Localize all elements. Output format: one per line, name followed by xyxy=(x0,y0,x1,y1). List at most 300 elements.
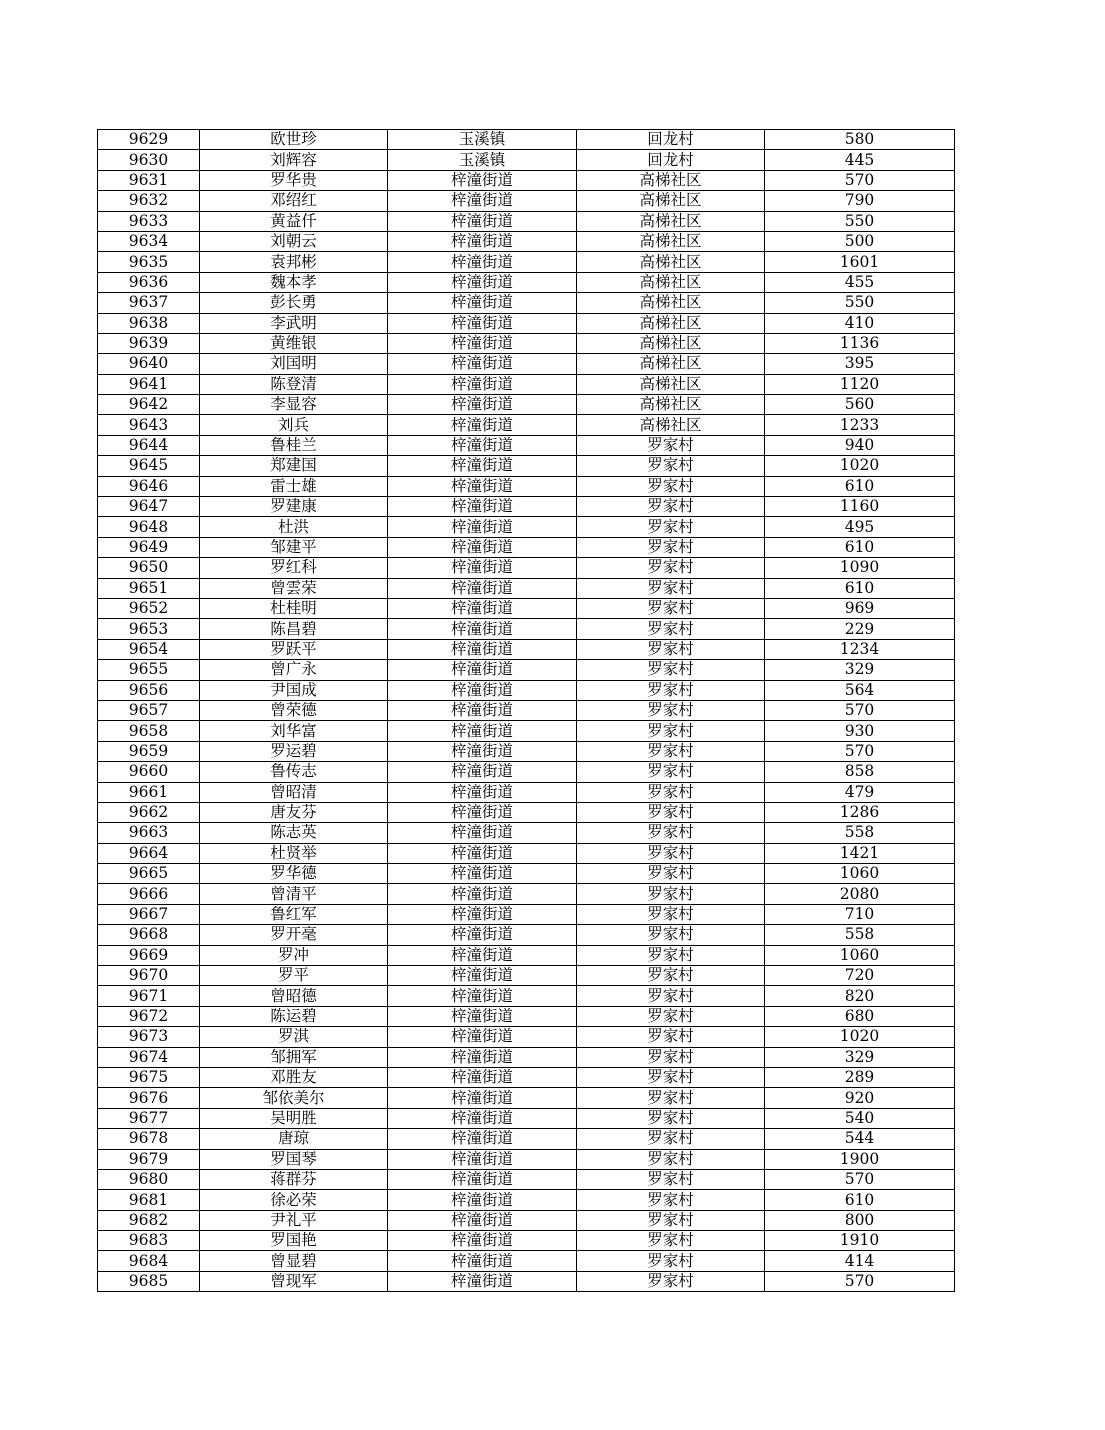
amount-cell: 1020 xyxy=(765,1027,955,1047)
amount-cell: 1060 xyxy=(765,945,955,965)
village-cell: 罗家村 xyxy=(577,619,765,639)
amount-cell: 1160 xyxy=(765,497,955,517)
village-cell: 高梯社区 xyxy=(577,272,765,292)
table-row xyxy=(98,843,955,863)
town-cell: 梓潼街道 xyxy=(388,762,577,782)
town-cell: 梓潼街道 xyxy=(388,497,577,517)
amount-cell: 1120 xyxy=(765,374,955,394)
name-cell: 刘国明 xyxy=(200,354,388,374)
amount-cell: 1020 xyxy=(765,456,955,476)
table-row xyxy=(98,1231,955,1251)
table-row xyxy=(98,558,955,578)
name-cell: 邹依美尔 xyxy=(200,1088,388,1108)
table-row xyxy=(98,578,955,598)
amount-cell: 558 xyxy=(765,823,955,843)
village-cell: 罗家村 xyxy=(577,782,765,802)
table-row xyxy=(98,966,955,986)
name-cell: 唐琼 xyxy=(200,1129,388,1149)
table-row xyxy=(98,680,955,700)
table-row xyxy=(98,802,955,822)
village-cell: 罗家村 xyxy=(577,1149,765,1169)
amount-cell: 445 xyxy=(765,150,955,170)
table-row xyxy=(98,476,955,496)
town-cell: 梓潼街道 xyxy=(388,986,577,1006)
town-cell: 梓潼街道 xyxy=(388,558,577,578)
name-cell: 欧世珍 xyxy=(200,130,388,150)
amount-cell: 610 xyxy=(765,578,955,598)
table-row xyxy=(98,660,955,680)
row-number-cell: 9667 xyxy=(98,904,200,924)
amount-cell: 610 xyxy=(765,476,955,496)
town-cell: 玉溪镇 xyxy=(388,130,577,150)
village-cell: 罗家村 xyxy=(577,456,765,476)
name-cell: 陈志英 xyxy=(200,823,388,843)
table-row xyxy=(98,1271,955,1291)
table-row xyxy=(98,864,955,884)
name-cell: 杜洪 xyxy=(200,517,388,537)
row-number-cell: 9630 xyxy=(98,150,200,170)
name-cell: 陈登清 xyxy=(200,374,388,394)
town-cell: 梓潼街道 xyxy=(388,1271,577,1291)
name-cell: 郑建国 xyxy=(200,456,388,476)
name-cell: 陈昌碧 xyxy=(200,619,388,639)
table-row xyxy=(98,293,955,313)
village-cell: 罗家村 xyxy=(577,843,765,863)
village-cell: 罗家村 xyxy=(577,497,765,517)
town-cell: 梓潼街道 xyxy=(388,333,577,353)
town-cell: 梓潼街道 xyxy=(388,802,577,822)
row-number-cell: 9656 xyxy=(98,680,200,700)
table-row xyxy=(98,395,955,415)
town-cell: 梓潼街道 xyxy=(388,598,577,618)
table-row xyxy=(98,374,955,394)
amount-cell: 570 xyxy=(765,1271,955,1291)
village-cell: 回龙村 xyxy=(577,130,765,150)
name-cell: 邹建平 xyxy=(200,537,388,557)
name-cell: 曾昭清 xyxy=(200,782,388,802)
name-cell: 罗国艳 xyxy=(200,1231,388,1251)
town-cell: 梓潼街道 xyxy=(388,864,577,884)
name-cell: 曾现军 xyxy=(200,1271,388,1291)
table-row xyxy=(98,1088,955,1108)
row-number-cell: 9643 xyxy=(98,415,200,435)
amount-cell: 940 xyxy=(765,435,955,455)
town-cell: 梓潼街道 xyxy=(388,904,577,924)
village-cell: 高梯社区 xyxy=(577,252,765,272)
row-number-cell: 9684 xyxy=(98,1251,200,1271)
village-cell: 罗家村 xyxy=(577,1251,765,1271)
amount-cell: 229 xyxy=(765,619,955,639)
name-cell: 罗华贵 xyxy=(200,170,388,190)
row-number-cell: 9677 xyxy=(98,1108,200,1128)
town-cell: 梓潼街道 xyxy=(388,1027,577,1047)
amount-cell: 610 xyxy=(765,537,955,557)
table-row xyxy=(98,252,955,272)
name-cell: 陈运碧 xyxy=(200,1006,388,1026)
name-cell: 刘兵 xyxy=(200,415,388,435)
table-row xyxy=(98,211,955,231)
amount-cell: 479 xyxy=(765,782,955,802)
name-cell: 罗平 xyxy=(200,966,388,986)
village-cell: 罗家村 xyxy=(577,517,765,537)
table-row xyxy=(98,823,955,843)
row-number-cell: 9666 xyxy=(98,884,200,904)
table-row xyxy=(98,700,955,720)
amount-cell: 1233 xyxy=(765,415,955,435)
name-cell: 罗冲 xyxy=(200,945,388,965)
town-cell: 梓潼街道 xyxy=(388,1047,577,1067)
table-row xyxy=(98,1169,955,1189)
village-cell: 高梯社区 xyxy=(577,313,765,333)
amount-cell: 550 xyxy=(765,293,955,313)
table-row xyxy=(98,639,955,659)
village-cell: 罗家村 xyxy=(577,945,765,965)
row-number-cell: 9637 xyxy=(98,293,200,313)
village-cell: 罗家村 xyxy=(577,700,765,720)
table-row xyxy=(98,1251,955,1271)
table-row xyxy=(98,619,955,639)
row-number-cell: 9629 xyxy=(98,130,200,150)
name-cell: 罗运碧 xyxy=(200,741,388,761)
table-row xyxy=(98,1027,955,1047)
amount-cell: 540 xyxy=(765,1108,955,1128)
amount-cell: 1136 xyxy=(765,333,955,353)
town-cell: 梓潼街道 xyxy=(388,354,577,374)
town-cell: 梓潼街道 xyxy=(388,578,577,598)
row-number-cell: 9678 xyxy=(98,1129,200,1149)
village-cell: 罗家村 xyxy=(577,802,765,822)
row-number-cell: 9631 xyxy=(98,170,200,190)
row-number-cell: 9646 xyxy=(98,476,200,496)
name-cell: 彭长勇 xyxy=(200,293,388,313)
row-number-cell: 9682 xyxy=(98,1210,200,1230)
name-cell: 罗淇 xyxy=(200,1027,388,1047)
name-cell: 刘华富 xyxy=(200,721,388,741)
row-number-cell: 9645 xyxy=(98,456,200,476)
town-cell: 梓潼街道 xyxy=(388,1088,577,1108)
village-cell: 高梯社区 xyxy=(577,191,765,211)
village-cell: 高梯社区 xyxy=(577,211,765,231)
village-cell: 罗家村 xyxy=(577,864,765,884)
village-cell: 罗家村 xyxy=(577,639,765,659)
amount-cell: 930 xyxy=(765,721,955,741)
table-row xyxy=(98,150,955,170)
table-row xyxy=(98,456,955,476)
amount-cell: 329 xyxy=(765,1047,955,1067)
amount-cell: 289 xyxy=(765,1067,955,1087)
table-row xyxy=(98,130,955,150)
town-cell: 梓潼街道 xyxy=(388,374,577,394)
row-number-cell: 9651 xyxy=(98,578,200,598)
village-cell: 罗家村 xyxy=(577,578,765,598)
village-cell: 罗家村 xyxy=(577,1027,765,1047)
table-row xyxy=(98,1129,955,1149)
row-number-cell: 9652 xyxy=(98,598,200,618)
town-cell: 梓潼街道 xyxy=(388,170,577,190)
village-cell: 罗家村 xyxy=(577,1067,765,1087)
row-number-cell: 9641 xyxy=(98,374,200,394)
amount-cell: 455 xyxy=(765,272,955,292)
amount-cell: 680 xyxy=(765,1006,955,1026)
table-row xyxy=(98,598,955,618)
town-cell: 梓潼街道 xyxy=(388,700,577,720)
name-cell: 曾荣德 xyxy=(200,700,388,720)
village-cell: 回龙村 xyxy=(577,150,765,170)
row-number-cell: 9635 xyxy=(98,252,200,272)
town-cell: 梓潼街道 xyxy=(388,1210,577,1230)
table-row xyxy=(98,191,955,211)
table-row xyxy=(98,313,955,333)
amount-cell: 858 xyxy=(765,762,955,782)
village-cell: 高梯社区 xyxy=(577,395,765,415)
table-row xyxy=(98,272,955,292)
row-number-cell: 9649 xyxy=(98,537,200,557)
village-cell: 罗家村 xyxy=(577,884,765,904)
row-number-cell: 9685 xyxy=(98,1271,200,1291)
row-number-cell: 9648 xyxy=(98,517,200,537)
table-row xyxy=(98,1210,955,1230)
table-body xyxy=(98,130,955,1292)
town-cell: 梓潼街道 xyxy=(388,680,577,700)
village-cell: 高梯社区 xyxy=(577,231,765,251)
village-cell: 罗家村 xyxy=(577,1088,765,1108)
amount-cell: 720 xyxy=(765,966,955,986)
village-cell: 罗家村 xyxy=(577,660,765,680)
village-cell: 罗家村 xyxy=(577,1108,765,1128)
town-cell: 梓潼街道 xyxy=(388,660,577,680)
name-cell: 曾广永 xyxy=(200,660,388,680)
town-cell: 梓潼街道 xyxy=(388,823,577,843)
village-cell: 罗家村 xyxy=(577,986,765,1006)
amount-cell: 1286 xyxy=(765,802,955,822)
name-cell: 罗建康 xyxy=(200,497,388,517)
amount-cell: 1421 xyxy=(765,843,955,863)
amount-cell: 1234 xyxy=(765,639,955,659)
town-cell: 梓潼街道 xyxy=(388,721,577,741)
row-number-cell: 9660 xyxy=(98,762,200,782)
village-cell: 罗家村 xyxy=(577,1231,765,1251)
row-number-cell: 9665 xyxy=(98,864,200,884)
town-cell: 梓潼街道 xyxy=(388,782,577,802)
village-cell: 罗家村 xyxy=(577,966,765,986)
name-cell: 鲁桂兰 xyxy=(200,435,388,455)
row-number-cell: 9668 xyxy=(98,925,200,945)
amount-cell: 610 xyxy=(765,1190,955,1210)
name-cell: 雷士雄 xyxy=(200,476,388,496)
table-row xyxy=(98,1190,955,1210)
row-number-cell: 9659 xyxy=(98,741,200,761)
town-cell: 梓潼街道 xyxy=(388,925,577,945)
table-row xyxy=(98,497,955,517)
name-cell: 唐友芬 xyxy=(200,802,388,822)
name-cell: 李显容 xyxy=(200,395,388,415)
row-number-cell: 9663 xyxy=(98,823,200,843)
row-number-cell: 9655 xyxy=(98,660,200,680)
name-cell: 鲁传志 xyxy=(200,762,388,782)
amount-cell: 410 xyxy=(765,313,955,333)
row-number-cell: 9638 xyxy=(98,313,200,333)
village-cell: 罗家村 xyxy=(577,823,765,843)
amount-cell: 564 xyxy=(765,680,955,700)
name-cell: 罗红科 xyxy=(200,558,388,578)
amount-cell: 414 xyxy=(765,1251,955,1271)
row-number-cell: 9657 xyxy=(98,700,200,720)
table-row xyxy=(98,1006,955,1026)
town-cell: 梓潼街道 xyxy=(388,415,577,435)
village-cell: 高梯社区 xyxy=(577,415,765,435)
town-cell: 梓潼街道 xyxy=(388,639,577,659)
table-row xyxy=(98,435,955,455)
village-cell: 罗家村 xyxy=(577,1210,765,1230)
amount-cell: 800 xyxy=(765,1210,955,1230)
amount-cell: 920 xyxy=(765,1088,955,1108)
table-row xyxy=(98,415,955,435)
name-cell: 吴明胜 xyxy=(200,1108,388,1128)
town-cell: 梓潼街道 xyxy=(388,537,577,557)
name-cell: 徐必荣 xyxy=(200,1190,388,1210)
table-row xyxy=(98,537,955,557)
amount-cell: 2080 xyxy=(765,884,955,904)
town-cell: 梓潼街道 xyxy=(388,1129,577,1149)
town-cell: 梓潼街道 xyxy=(388,966,577,986)
name-cell: 刘辉容 xyxy=(200,150,388,170)
amount-cell: 1060 xyxy=(765,864,955,884)
row-number-cell: 9673 xyxy=(98,1027,200,1047)
row-number-cell: 9662 xyxy=(98,802,200,822)
village-cell: 罗家村 xyxy=(577,741,765,761)
row-number-cell: 9653 xyxy=(98,619,200,639)
row-number-cell: 9647 xyxy=(98,497,200,517)
row-number-cell: 9650 xyxy=(98,558,200,578)
amount-cell: 1900 xyxy=(765,1149,955,1169)
amount-cell: 395 xyxy=(765,354,955,374)
table-row xyxy=(98,782,955,802)
name-cell: 蒋群芬 xyxy=(200,1169,388,1189)
name-cell: 曾昭德 xyxy=(200,986,388,1006)
town-cell: 梓潼街道 xyxy=(388,1169,577,1189)
table-row xyxy=(98,517,955,537)
town-cell: 梓潼街道 xyxy=(388,272,577,292)
name-cell: 李武明 xyxy=(200,313,388,333)
town-cell: 梓潼街道 xyxy=(388,231,577,251)
amount-cell: 558 xyxy=(765,925,955,945)
name-cell: 罗华德 xyxy=(200,864,388,884)
village-cell: 高梯社区 xyxy=(577,293,765,313)
town-cell: 梓潼街道 xyxy=(388,1006,577,1026)
amount-cell: 820 xyxy=(765,986,955,1006)
town-cell: 梓潼街道 xyxy=(388,884,577,904)
name-cell: 尹礼平 xyxy=(200,1210,388,1230)
village-cell: 罗家村 xyxy=(577,476,765,496)
name-cell: 杜贤举 xyxy=(200,843,388,863)
name-cell: 邓胜友 xyxy=(200,1067,388,1087)
town-cell: 梓潼街道 xyxy=(388,1108,577,1128)
village-cell: 罗家村 xyxy=(577,762,765,782)
village-cell: 罗家村 xyxy=(577,537,765,557)
row-number-cell: 9674 xyxy=(98,1047,200,1067)
name-cell: 杜桂明 xyxy=(200,598,388,618)
amount-cell: 710 xyxy=(765,904,955,924)
table-row xyxy=(98,1149,955,1169)
name-cell: 魏本孝 xyxy=(200,272,388,292)
name-cell: 罗开毫 xyxy=(200,925,388,945)
row-number-cell: 9634 xyxy=(98,231,200,251)
name-cell: 黄维银 xyxy=(200,333,388,353)
town-cell: 梓潼街道 xyxy=(388,741,577,761)
village-cell: 罗家村 xyxy=(577,558,765,578)
table-row xyxy=(98,333,955,353)
row-number-cell: 9633 xyxy=(98,211,200,231)
table-row xyxy=(98,721,955,741)
amount-cell: 329 xyxy=(765,660,955,680)
village-cell: 罗家村 xyxy=(577,1047,765,1067)
town-cell: 梓潼街道 xyxy=(388,191,577,211)
town-cell: 梓潼街道 xyxy=(388,252,577,272)
town-cell: 梓潼街道 xyxy=(388,1231,577,1251)
village-cell: 高梯社区 xyxy=(577,333,765,353)
amount-cell: 570 xyxy=(765,741,955,761)
village-cell: 罗家村 xyxy=(577,1169,765,1189)
village-cell: 高梯社区 xyxy=(577,170,765,190)
row-number-cell: 9640 xyxy=(98,354,200,374)
row-number-cell: 9669 xyxy=(98,945,200,965)
amount-cell: 560 xyxy=(765,395,955,415)
village-cell: 罗家村 xyxy=(577,1271,765,1291)
table-row xyxy=(98,925,955,945)
table-row xyxy=(98,884,955,904)
table-row xyxy=(98,1047,955,1067)
table-row xyxy=(98,1067,955,1087)
row-number-cell: 9632 xyxy=(98,191,200,211)
name-cell: 鲁红军 xyxy=(200,904,388,924)
amount-cell: 1601 xyxy=(765,252,955,272)
town-cell: 梓潼街道 xyxy=(388,456,577,476)
table-row xyxy=(98,231,955,251)
village-cell: 罗家村 xyxy=(577,925,765,945)
amount-cell: 544 xyxy=(765,1129,955,1149)
row-number-cell: 9661 xyxy=(98,782,200,802)
village-cell: 罗家村 xyxy=(577,721,765,741)
row-number-cell: 9644 xyxy=(98,435,200,455)
table-row xyxy=(98,354,955,374)
amount-cell: 969 xyxy=(765,598,955,618)
town-cell: 梓潼街道 xyxy=(388,435,577,455)
village-cell: 罗家村 xyxy=(577,680,765,700)
name-cell: 邓绍红 xyxy=(200,191,388,211)
name-cell: 刘朝云 xyxy=(200,231,388,251)
table-row xyxy=(98,945,955,965)
village-cell: 高梯社区 xyxy=(577,354,765,374)
name-cell: 曾清平 xyxy=(200,884,388,904)
name-cell: 袁邦彬 xyxy=(200,252,388,272)
amount-cell: 1910 xyxy=(765,1231,955,1251)
row-number-cell: 9642 xyxy=(98,395,200,415)
name-cell: 曾雲荣 xyxy=(200,578,388,598)
town-cell: 梓潼街道 xyxy=(388,843,577,863)
amount-cell: 550 xyxy=(765,211,955,231)
town-cell: 梓潼街道 xyxy=(388,1149,577,1169)
row-number-cell: 9670 xyxy=(98,966,200,986)
row-number-cell: 9636 xyxy=(98,272,200,292)
row-number-cell: 9654 xyxy=(98,639,200,659)
village-cell: 罗家村 xyxy=(577,598,765,618)
town-cell: 玉溪镇 xyxy=(388,150,577,170)
town-cell: 梓潼街道 xyxy=(388,1067,577,1087)
amount-cell: 790 xyxy=(765,191,955,211)
amount-cell: 570 xyxy=(765,700,955,720)
name-cell: 黄益仟 xyxy=(200,211,388,231)
row-number-cell: 9658 xyxy=(98,721,200,741)
